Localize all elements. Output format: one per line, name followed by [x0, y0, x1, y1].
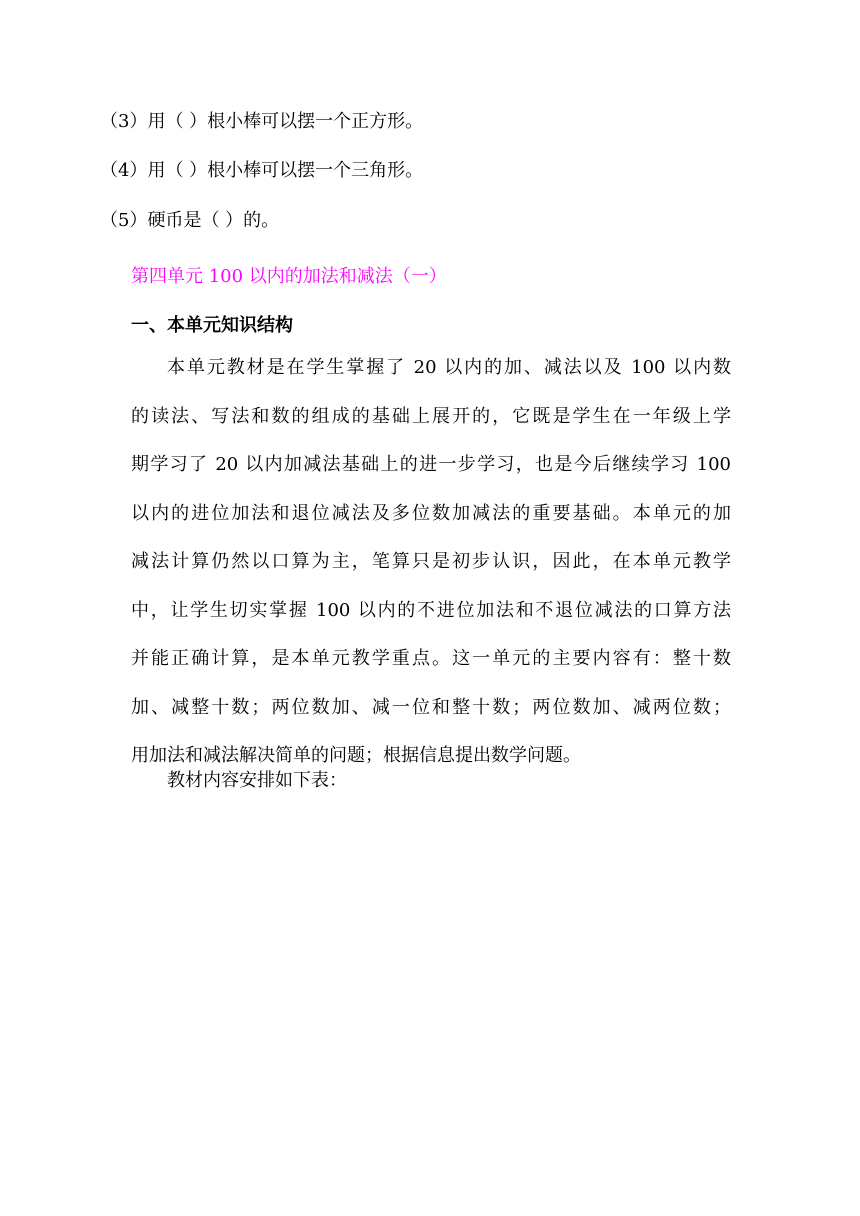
paragraph-line: 本单元教材是在学生掌握了 20 以内的加、减法以及 100 以内数	[167, 357, 731, 378]
paragraph-line: 的读法、写法和数的组成的基础上展开的，它既是学生在一年级上学	[131, 405, 731, 427]
paragraph-line: 用加法和减法解决简单的问题；根据信息提出数学问题。	[131, 745, 581, 766]
paragraph-line: 减法计算仍然以口算为主，笔算只是初步认识，因此，在本单元教学	[131, 551, 731, 572]
paragraph-line: 加、减整十数；两位数加、减一位和整十数；两位数加、减两位数；	[131, 696, 731, 718]
paragraph-line: 教材内容安排如下表：	[167, 770, 347, 791]
paragraph-line: 以内的进位加法和退位减法及多位数加减法的重要基础。本单元的加	[131, 502, 731, 524]
question-5: （5）硬币是（ ）的。	[100, 210, 280, 231]
paragraph-line: 中，让学生切实掌握 100 以内的不进位加法和不退位减法的口算方法	[131, 599, 731, 621]
content-arrangement-paragraph	[131, 769, 731, 818]
section-heading: 一、本单元知识结构	[131, 315, 293, 336]
question-4: （4）用（ ）根小棒可以摆一个三角形。	[100, 160, 424, 181]
unit-title: 第四单元 100 以内的加法和减法（一）	[131, 266, 447, 287]
knowledge-structure-paragraph	[131, 356, 731, 793]
paragraph-line: 并能正确计算，是本单元教学重点。这一单元的主要内容有：整十数	[131, 648, 731, 669]
question-3: （3）用（ ）根小棒可以摆一个正方形。	[100, 111, 424, 132]
paragraph-line: 期学习了 20 以内加减法基础上的进一步学习，也是今后继续学习 100	[131, 454, 731, 475]
